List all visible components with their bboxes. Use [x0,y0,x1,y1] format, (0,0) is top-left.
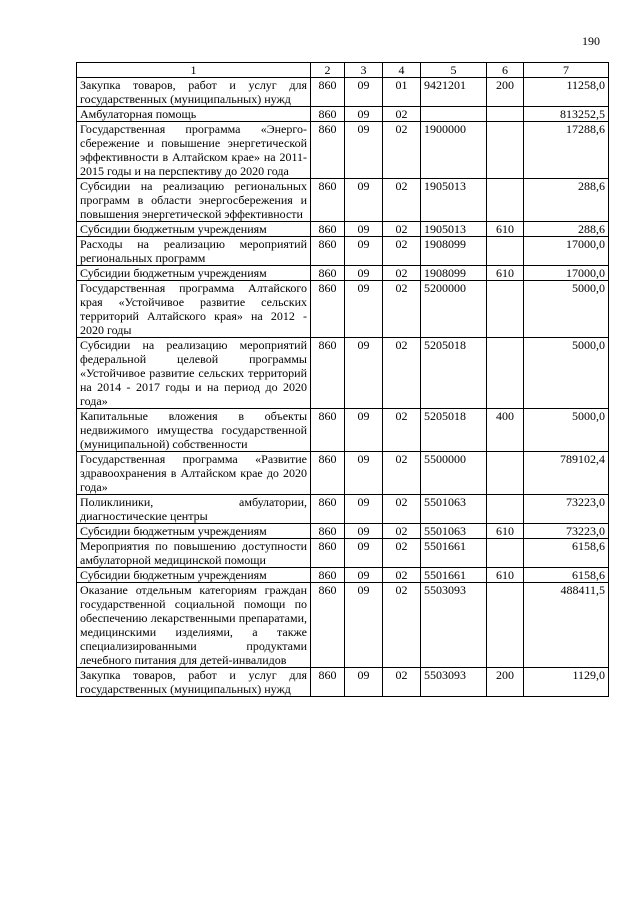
row-type: 610 [487,524,524,539]
row-target: 5501063 [421,524,487,539]
row-ministry: 860 [311,568,345,583]
row-subsection: 02 [383,495,421,524]
row-name: Поликлиники, амбулатории, диагностические центры [77,495,311,524]
row-amount: 5000,0 [524,281,609,338]
row-type: 400 [487,409,524,452]
header-row [77,63,609,78]
row-subsection: 02 [383,122,421,179]
row-section: 09 [345,107,383,122]
row-type [487,122,524,179]
row-amount: 488411,5 [524,583,609,668]
row-ministry: 860 [311,409,345,452]
table-row [77,539,609,568]
row-subsection: 02 [383,222,421,237]
row-section: 09 [345,222,383,237]
row-name: Субсидии на реализацию мероприятий федеральной целевой программы «Устойчивое развитие сельских территорий на 2014 - 2017 годы и на период до 2020 года» [77,338,311,409]
row-subsection: 02 [383,583,421,668]
row-subsection: 02 [383,107,421,122]
row-target: 5205018 [421,409,487,452]
row-subsection: 02 [383,539,421,568]
row-subsection: 02 [383,524,421,539]
row-amount: 1129,0 [524,668,609,697]
row-type [487,281,524,338]
row-section: 09 [345,78,383,107]
row-subsection: 02 [383,452,421,495]
row-amount: 6158,6 [524,539,609,568]
row-section: 09 [345,237,383,266]
column-header: 3 [345,63,383,78]
row-type [487,452,524,495]
row-target: 5205018 [421,338,487,409]
row-target: 1900000 [421,122,487,179]
row-type [487,338,524,409]
row-type: 610 [487,568,524,583]
row-amount: 288,6 [524,179,609,222]
row-type [487,179,524,222]
row-name: Государственная программа «Развитие здравоохранения в Алтайском крае до 2020 года» [77,452,311,495]
row-target: 9421201 [421,78,487,107]
row-type: 200 [487,668,524,697]
row-subsection: 02 [383,668,421,697]
row-ministry: 860 [311,452,345,495]
row-subsection: 02 [383,266,421,281]
row-section: 09 [345,539,383,568]
row-section: 09 [345,338,383,409]
row-target: 1908099 [421,237,487,266]
column-header: 5 [421,63,487,78]
column-header: 4 [383,63,421,78]
row-amount: 6158,6 [524,568,609,583]
table-row [77,583,609,668]
column-header: 1 [77,63,311,78]
row-section: 09 [345,179,383,222]
row-subsection: 02 [383,568,421,583]
row-target: 5503093 [421,583,487,668]
table-row [77,495,609,524]
row-target: 5501661 [421,568,487,583]
row-subsection: 02 [383,338,421,409]
row-type: 200 [487,78,524,107]
row-amount: 17288,6 [524,122,609,179]
row-target: 5501661 [421,539,487,568]
row-amount: 17000,0 [524,237,609,266]
row-target: 5500000 [421,452,487,495]
row-amount: 17000,0 [524,266,609,281]
row-type: 610 [487,266,524,281]
row-subsection: 02 [383,281,421,338]
row-name: Оказание отдельным категориям граждан государственной социальной помощи по обеспечению лекарственными препаратами, медицинскими изделиями, а также специализированными продуктами лечебного питания для детей-инвалидов [77,583,311,668]
row-ministry: 860 [311,222,345,237]
row-type: 610 [487,222,524,237]
row-ministry: 860 [311,338,345,409]
table-row [77,122,609,179]
row-ministry: 860 [311,281,345,338]
row-target: 5200000 [421,281,487,338]
row-name: Субсидии бюджетным учреждениям [77,568,311,583]
row-name: Субсидии бюджетным учреждениям [77,266,311,281]
row-amount: 73223,0 [524,495,609,524]
row-name: Амбулаторная помощь [77,107,311,122]
row-target: 5501063 [421,495,487,524]
table-row [77,452,609,495]
row-section: 09 [345,524,383,539]
row-subsection: 02 [383,409,421,452]
row-ministry: 860 [311,122,345,179]
row-section: 09 [345,668,383,697]
row-target: 5503093 [421,668,487,697]
row-section: 09 [345,266,383,281]
column-header: 7 [524,63,609,78]
row-section: 09 [345,281,383,338]
row-name: Закупка товаров, работ и услуг для государственных (муниципальных) нужд [77,668,311,697]
row-type [487,539,524,568]
row-name: Расходы на реализацию мероприятий региональных программ [77,237,311,266]
row-section: 09 [345,452,383,495]
table-row [77,107,609,122]
column-header: 6 [487,63,524,78]
row-target: 1905013 [421,222,487,237]
row-type [487,495,524,524]
row-ministry: 860 [311,266,345,281]
row-subsection: 01 [383,78,421,107]
row-amount: 5000,0 [524,338,609,409]
row-ministry: 860 [311,179,345,222]
row-amount: 73223,0 [524,524,609,539]
row-ministry: 860 [311,495,345,524]
row-name: Закупка товаров, работ и услуг для государственных (муниципальных) нужд [77,78,311,107]
table-row [77,409,609,452]
row-name: Субсидии бюджетным учреждениям [77,222,311,237]
table-row [77,338,609,409]
row-name: Субсидии бюджетным учреждениям [77,524,311,539]
row-target: 1908099 [421,266,487,281]
row-target [421,107,487,122]
row-ministry: 860 [311,107,345,122]
row-name: Субсидии на реализацию региональных программ в области энергосбережения и повышения энергетической эффективности [77,179,311,222]
row-name: Государственная программа Алтайского края «Устойчивое развитие сельских территорий Алтайского края» на 2012 - 2020 годы [77,281,311,338]
budget-table [76,62,609,697]
row-ministry: 860 [311,668,345,697]
table-row [77,524,609,539]
row-amount: 288,6 [524,222,609,237]
row-amount: 11258,0 [524,78,609,107]
column-header: 2 [311,63,345,78]
row-ministry: 860 [311,78,345,107]
table-row [77,668,609,697]
row-ministry: 860 [311,539,345,568]
table-row [77,266,609,281]
table-row [77,78,609,107]
row-section: 09 [345,409,383,452]
row-ministry: 860 [311,524,345,539]
row-subsection: 02 [383,179,421,222]
row-amount: 5000,0 [524,409,609,452]
row-name: Мероприятия по повышению доступности амбулаторной медицинской помощи [77,539,311,568]
row-type [487,107,524,122]
row-section: 09 [345,122,383,179]
row-target: 1905013 [421,179,487,222]
row-type [487,583,524,668]
row-type [487,237,524,266]
row-ministry: 860 [311,237,345,266]
row-section: 09 [345,583,383,668]
table-row [77,222,609,237]
table-row [77,568,609,583]
row-name: Государственная программа «Энерго-сбережение и повышение энергетической эффективности в Алтайском крае» на 2011-2015 годы и на перспективу до 2020 года [77,122,311,179]
row-amount: 813252,5 [524,107,609,122]
row-section: 09 [345,568,383,583]
row-amount: 789102,4 [524,452,609,495]
row-name: Капитальные вложения в объекты недвижимого имущества государственной (муниципальной) собственности [77,409,311,452]
table-row [77,281,609,338]
page-number: 190 [582,34,600,48]
row-subsection: 02 [383,237,421,266]
row-section: 09 [345,495,383,524]
table-row [77,237,609,266]
table-row [77,179,609,222]
row-ministry: 860 [311,583,345,668]
